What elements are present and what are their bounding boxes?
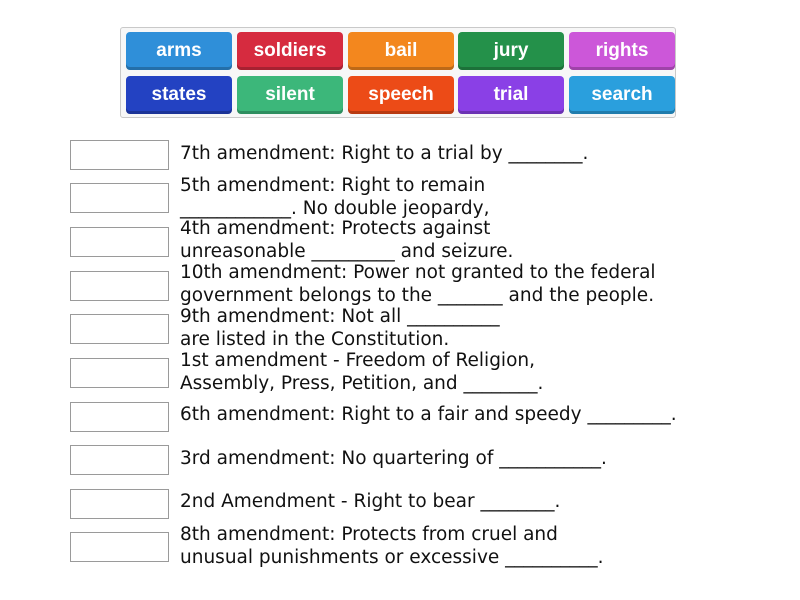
word-tile-states[interactable]: states [126, 76, 232, 114]
answer-drop-box[interactable] [70, 445, 169, 475]
clue-line: 7th amendment: Right to a trial by ________. [180, 143, 589, 164]
clue-line: ____________. No double jeopardy, [180, 198, 490, 219]
answer-drop-box[interactable] [70, 314, 169, 344]
clue-row-1st [70, 350, 770, 402]
word-tile-rights[interactable]: rights [569, 32, 675, 70]
answer-drop-box[interactable] [70, 140, 169, 170]
clue-text [180, 261, 656, 307]
clue-text [180, 142, 588, 165]
word-bank [120, 27, 676, 118]
clue-line: 2nd Amendment - Right to bear ________. [180, 491, 561, 512]
answer-drop-box[interactable] [70, 532, 169, 562]
answer-drop-box[interactable] [70, 358, 169, 388]
word-tile-silent[interactable]: silent [237, 76, 343, 114]
answer-drop-box[interactable] [70, 402, 169, 432]
clue-line: unusual punishments or excessive __________. [180, 547, 604, 568]
clue-text [180, 305, 500, 351]
clue-line: 9th amendment: Not all __________ [180, 306, 500, 327]
word-tile-bail[interactable]: bail [348, 32, 454, 70]
clue-text [180, 403, 677, 426]
clue-text [180, 349, 543, 395]
clue-line: are listed in the Constitution. [180, 329, 450, 350]
clue-line: 1st amendment - Freedom of Religion, [180, 350, 535, 371]
clue-line: 3rd amendment: No quartering of ___________. [180, 448, 607, 469]
answer-drop-box[interactable] [70, 271, 169, 301]
word-tile-speech[interactable]: speech [348, 76, 454, 114]
clue-line: 4th amendment: Protects against [180, 218, 491, 239]
clue-line: government belongs to the _______ and the people. [180, 285, 655, 306]
clue-text [180, 523, 604, 569]
clue-line: 6th amendment: Right to a fair and speedy _________. [180, 404, 677, 425]
word-tile-jury[interactable]: jury [458, 32, 564, 70]
clue-row-8th [70, 524, 770, 576]
clue-text [180, 447, 607, 470]
word-tile-arms[interactable]: arms [126, 32, 232, 70]
answer-drop-box[interactable] [70, 183, 169, 213]
word-tile-soldiers[interactable]: soldiers [237, 32, 343, 70]
clue-text [180, 217, 513, 263]
clue-line: Assembly, Press, Petition, and ________. [180, 373, 544, 394]
clue-text [180, 174, 490, 220]
answer-drop-box[interactable] [70, 227, 169, 257]
clue-line: 8th amendment: Protects from cruel and [180, 524, 558, 545]
clue-line: 10th amendment: Power not granted to the federal [180, 262, 656, 283]
clue-line: unreasonable _________ and seizure. [180, 241, 514, 262]
word-tile-search[interactable]: search [569, 76, 675, 114]
answer-drop-box[interactable] [70, 489, 169, 519]
word-tile-trial[interactable]: trial [458, 76, 564, 114]
clue-line: 5th amendment: Right to remain [180, 175, 486, 196]
clue-row-3rd [70, 445, 770, 489]
clue-row-6th [70, 402, 770, 446]
clue-text [180, 490, 560, 513]
